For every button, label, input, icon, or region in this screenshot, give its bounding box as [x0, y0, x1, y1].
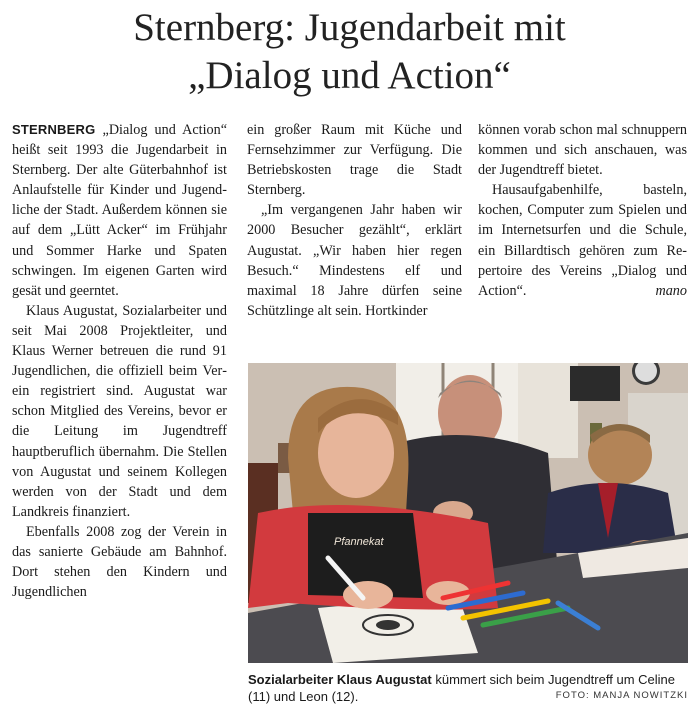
photo-illustration [248, 363, 688, 663]
caption-bold: Sozialarbeiter Klaus Augustat [248, 672, 432, 687]
headline [0, 4, 699, 100]
article-photo [248, 363, 688, 663]
article-column-3 [478, 120, 687, 301]
column-3-paragraph-1: können vorab schon mal schnuppern kommen und sich anschauen, was der Jugendtreff bietet. [478, 122, 687, 179]
column-1-paragraph-1-text: „Dialog und Action“ heißt seit 1993 die Jugendarbeit in Sternberg. Der alte Güterbahnhof ist Anlaufstelle für Kinder und Jugendliche der Stadt. Außerdem können sie auf dem „Lütt Acker“ im Frühjahr und Sommer Harke und Spaten schwingen. Im eigenen Garten wird gesät und geerntet. [12, 122, 228, 299]
article-column-1 [12, 120, 227, 602]
column-1-paragraph-3: Ebenfalls 2008 zog der Verein in das sanierte Gebäude am Bahnhof. Dort stehen den Kindern und Jugendlichen [12, 523, 227, 601]
caption-text: kümmert sich beim Jugendtreff um Celine (11) und Leon (12). [248, 672, 675, 704]
headline-line-2: „Dialog und Action“ [188, 54, 511, 97]
column-1-paragraph-1 [12, 120, 227, 301]
column-3-paragraph-2 [478, 180, 687, 301]
headline-line-1: Sternberg: Jugendarbeit mit [133, 6, 566, 49]
author-signature: mano [655, 282, 687, 299]
column-3-paragraph-2-text: Hausaufgabenhilfe, basteln, kochen, Computer zum Spielen und im Internetsurfen und die Schule, ein Billardtisch gehören zum Repertoire des Vereins „Dialog und Action“. [478, 182, 687, 299]
photo-tv [570, 366, 620, 401]
photo-apron-text: Pfannekat [334, 536, 384, 548]
column-2-paragraph-2: „Im vergangenen Jahr haben wir 2000 Besucher gezählt“, erklärt Augustat. „Wir haben hier regen Besuch.“ Mindestens elf und maximal 18 Jahre dürfen seine Schützlinge alt sein. Hortkinder [247, 202, 462, 319]
dateline: STERNBERG [12, 122, 96, 137]
photo-credit: FOTO: MANJA NOWITZKI [555, 690, 688, 701]
column-2-paragraph-1: ein großer Raum mit Küche und Fernsehzimmer zur Verfügung. Die Betriebskosten trage die Stadt Sternberg. [247, 122, 462, 199]
column-1-paragraph-2: Klaus Augustat, Sozialarbeiter und seit Mai 2008 Projektleiter, und Klaus Werner betreuen die rund 91 Jugendlichen, die offiziell beim Verein registriert sind. Augustat war schon Mitglied des Vereins, bevor er die Leitung im Jugendtreff hauptberuflich übernahm. Die Stellen von Augustat und seinem Kollegen werden von der Stadt und dem Landkreis finanziert. [12, 302, 227, 520]
article-column-2 [247, 120, 462, 321]
